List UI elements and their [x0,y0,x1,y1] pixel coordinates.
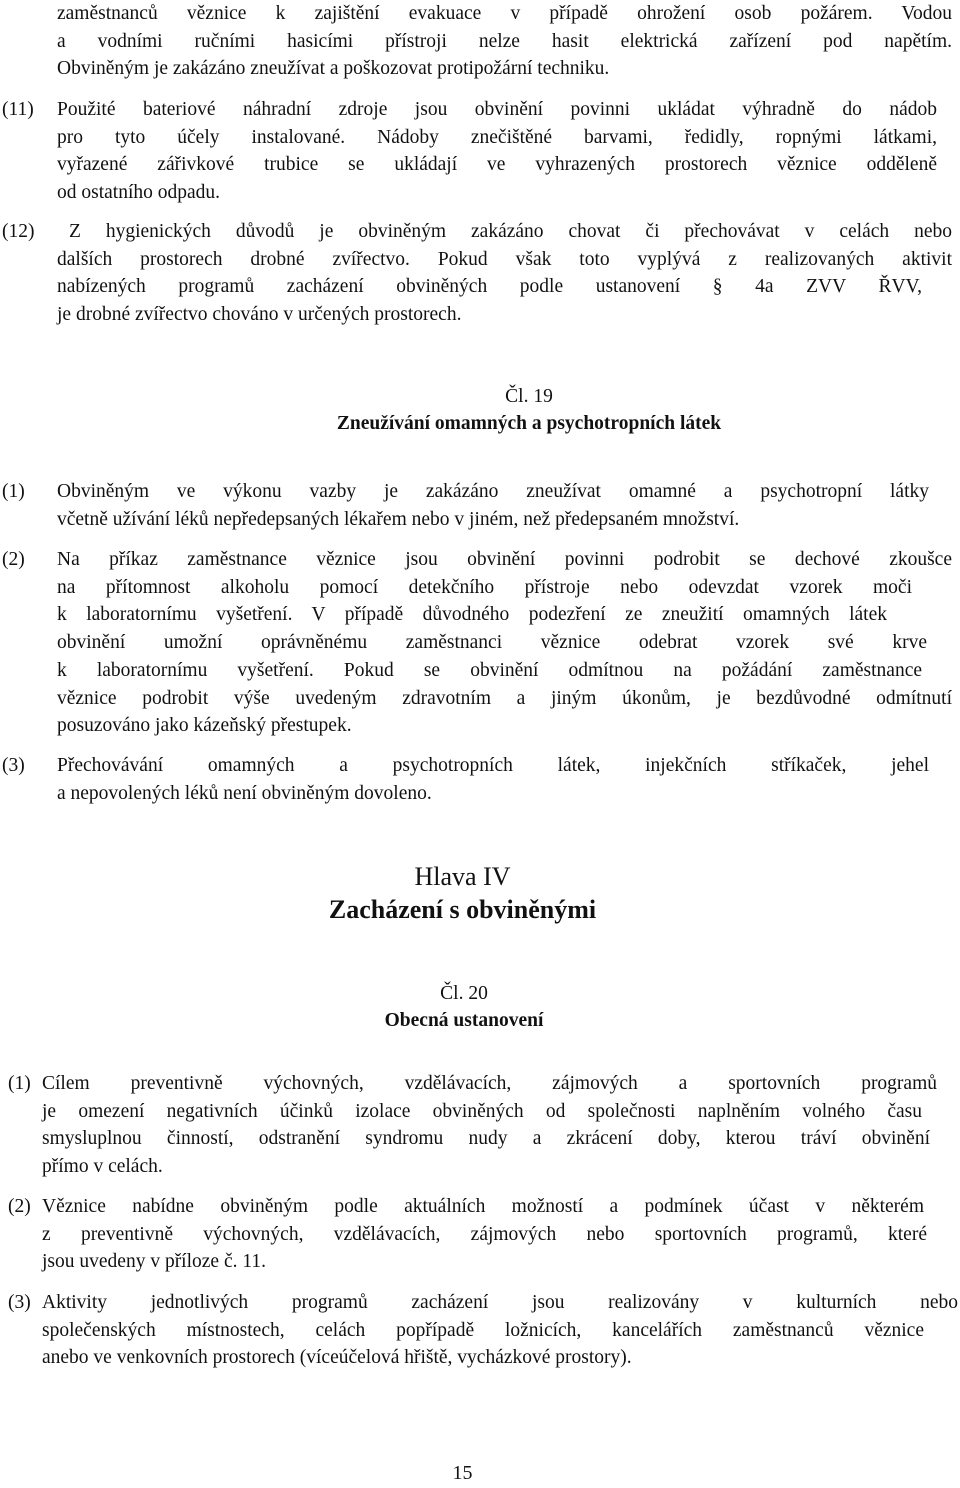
article-number: Čl. 19 [505,386,553,407]
article-title: Obecná ustanovení [384,1010,544,1031]
text-line: od ostatního odpadu. [57,182,221,204]
paragraph-number: (1) [8,1073,31,1094]
chapter-label: Hlava IV [414,862,511,891]
paragraph-number: (1) [2,481,25,502]
text-line: je omezení negativních účinků izolace obviněných od společnosti naplněním volného času [42,1100,922,1122]
article-20-title-wrap [0,1007,928,1035]
article-19-title-wrap [0,410,960,438]
text-line: nabízených programů zacházení obviněných podle ustanovení § 4a ZVV ŘVV, [57,276,922,298]
text-line: anebo ve venkovních prostorech (víceúčelová hřiště, vycházkové prostory). [42,1347,632,1369]
paragraph-number: (3) [2,755,25,776]
text-line: přímo v celách. [42,1156,163,1178]
text-line: jsou uvedeny v příloze č. 11. [42,1251,267,1273]
article-title: Zneužívání omamných a psychotropních látek [336,413,722,434]
paragraph-number: (3) [8,1292,31,1313]
text-line: k laboratornímu vyšetření. Pokud se obvinění odmítnou na požádání zaměstnance [57,659,922,681]
paragraph-number: (2) [8,1196,31,1217]
text-line: společenských místnostech, celách popřípadě ložnicích, kancelářích zaměstnanců věznice [42,1319,924,1341]
article-20-heading [0,980,928,1008]
text-line: a vodními ručními hasicími přístroji nelze hasit elektrická zařízení pod napětím. [57,30,952,52]
text-line: vyřazené zářivkové trubice se ukládají ve vyhrazených prostorech věznice odděleně [57,154,937,176]
chapter-heading [0,862,925,892]
page-number [0,1462,925,1485]
text-line: Aktivity jednotlivých programů zacházení jsou realizovány v kulturních nebo [42,1292,958,1313]
text-line: Obviněným je zakázáno zneužívat a poškozovat protipožární techniku. [57,58,610,80]
text-line: Přechovávání omamných a psychotropních látek, injekčních stříkaček, jehel [57,755,929,776]
text-line: na přítomnost alkoholu pomocí detekčního přístroje nebo odevzdat vzorek moči [57,576,912,598]
text-line: Obviněným ve výkonu vazby je zakázáno zneužívat omamné a psychotropní látky [57,481,929,502]
text-line: obvinění umožní oprávněnému zaměstnanci věznice odebrat vzorek své krve [57,632,927,654]
article-19-heading [0,383,960,411]
text-line: smysluplnou činností, odstranění syndromu nudy a zkrácení doby, kterou tráví obvinění [42,1128,930,1150]
text-line: Z hygienických důvodů je obviněným zakázáno chovat či přechovávat v celách nebo [69,221,952,242]
text-line: Použité bateriové náhradní zdroje jsou obvinění povinni ukládat výhradně do nádob [57,99,937,120]
text-line: zaměstnanců věznice k zajištění evakuace v případě ohrožení osob požárem. Vodou [57,3,952,24]
chapter-title-wrap [0,894,925,926]
paragraph-number: (2) [2,549,25,570]
text-line: k laboratornímu vyšetření. V případě důvodného podezření ze zneužití omamných látek [57,604,887,626]
chapter-title: Zacházení s obviněnými [328,895,597,924]
text-line: je drobné zvířectvo chováno v určených prostorech. [57,304,462,326]
article-number: Čl. 20 [440,983,488,1004]
text-line: z preventivně výchovných, vzdělávacích, zájmových nebo sportovních programů, které [42,1223,927,1245]
text-line: a nepovolených léků není obviněným dovoleno. [57,782,432,804]
text-line: Na příkaz zaměstnance věznice jsou obvinění povinni podrobit se dechové zkoušce [57,549,952,570]
continuation-paragraph [57,0,952,83]
paragraph-number: (12) [2,221,35,242]
paragraph-number: (11) [2,99,34,120]
text-line: včetně užívání léků nepředepsaných lékařem nebo v jiném, než předepsaném množství. [57,508,740,530]
page-number-text: 15 [452,1462,473,1484]
text-line: posuzováno jako kázeňský přestupek. [57,715,352,737]
text-line: Věznice nabídne obviněným podle aktuálních možností a podmínek účast v některém [42,1196,924,1217]
text-line: pro tyto účely instalované. Nádoby znečištěné barvami, ředidly, ropnými látkami, [57,126,937,148]
text-line: Cílem preventivně výchovných, vzdělávacích, zájmových a sportovních programů [42,1073,937,1094]
text-line: věznice podrobit výše uvedeným zdravotním a jiným úkonům, je bezdůvodné odmítnutí [57,687,952,709]
text-line: dalších prostorech drobné zvířectvo. Pokud však toto vyplývá z realizovaných aktivit [57,248,952,270]
